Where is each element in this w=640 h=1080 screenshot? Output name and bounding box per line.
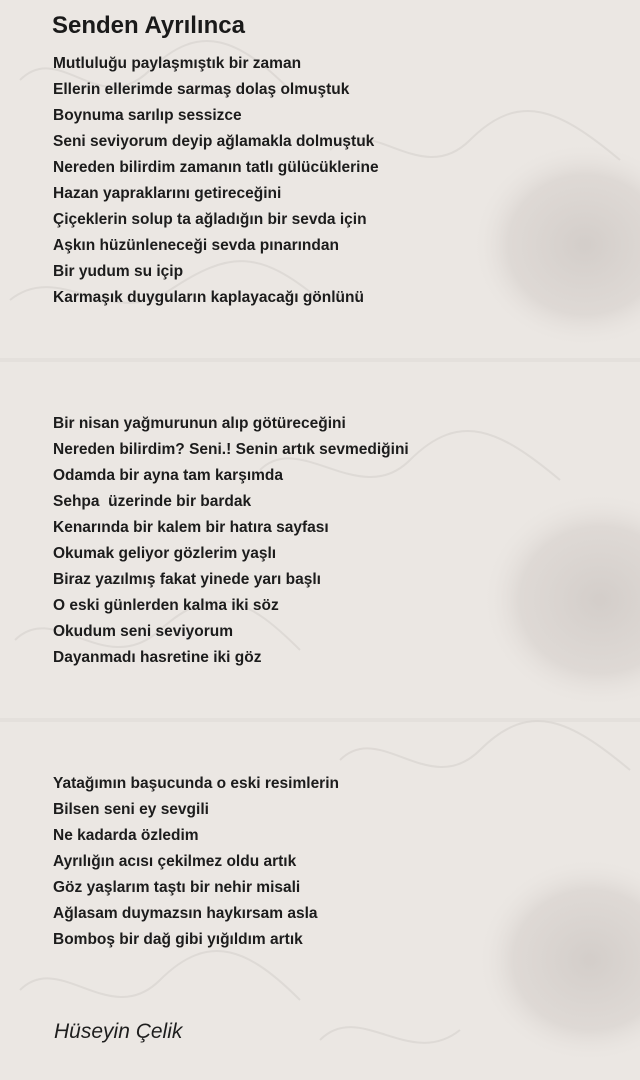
- poem-line: Mutluluğu paylaşmıştık bir zaman: [53, 55, 302, 72]
- stanza-3: [53, 771, 339, 953]
- poem-line: Ellerin ellerimde sarmaş dolaş olmuştuk: [53, 81, 350, 98]
- poem-line: Sehpa üzerinde bir bardak: [53, 493, 252, 510]
- poem-line: Ne kadarda özledim: [53, 827, 199, 844]
- poem-line: Nereden bilirdim? Seni.! Senin artık sevmediğini: [53, 441, 409, 458]
- poem-line: Göz yaşlarım taştı bir nehir misali: [53, 879, 301, 896]
- poem-line: Nereden bilirdim zamanın tatlı gülücüklerine: [53, 159, 379, 176]
- poem-line: Seni seviyorum deyip ağlamakla dolmuştuk: [53, 133, 375, 150]
- poem-title: Senden Ayrılınca: [52, 12, 245, 39]
- poem-line: Bir nisan yağmurunun alıp götüreceğini: [53, 415, 346, 432]
- poem-line: Odamda bir ayna tam karşımda: [53, 467, 284, 484]
- poem-line: Çiçeklerin solup ta ağladığın bir sevda için: [53, 211, 367, 228]
- poem-line: Bilsen seni ey sevgili: [53, 801, 209, 818]
- poem-line: Okumak geliyor gözlerim yaşlı: [53, 545, 277, 562]
- poem-line: Bir yudum su içip: [53, 263, 184, 280]
- poem-line: Biraz yazılmış fakat yinede yarı başlı: [53, 571, 321, 588]
- poem-line: Okudum seni seviyorum: [53, 623, 234, 640]
- poem-line: O eski günlerden kalma iki söz: [53, 597, 279, 614]
- poem-line: Aşkın hüzünleneceği sevda pınarından: [53, 237, 339, 254]
- poem-line: Bomboş bir dağ gibi yığıldım artık: [53, 931, 303, 948]
- poem-line: Kenarında bir kalem bir hatıra sayfası: [53, 519, 329, 536]
- poem-line: Dayanmadı hasretine iki göz: [53, 649, 262, 666]
- stanza-1: [53, 51, 379, 311]
- poem-author: Hüseyin Çelik: [54, 1020, 183, 1043]
- poem-line: Karmaşık duyguların kaplayacağı gönlünü: [53, 289, 364, 306]
- poem-line: Hazan yapraklarını getireceğini: [53, 185, 282, 202]
- poem-line: Yatağımın başucunda o eski resimlerin: [53, 775, 339, 792]
- stanza-2: [53, 411, 409, 671]
- poem-line: Ayrılığın acısı çekilmez oldu artık: [53, 853, 297, 870]
- poem-line: Boynuma sarılıp sessizce: [53, 107, 242, 124]
- poem-line: Ağlasam duymazsın haykırsam asla: [53, 905, 318, 922]
